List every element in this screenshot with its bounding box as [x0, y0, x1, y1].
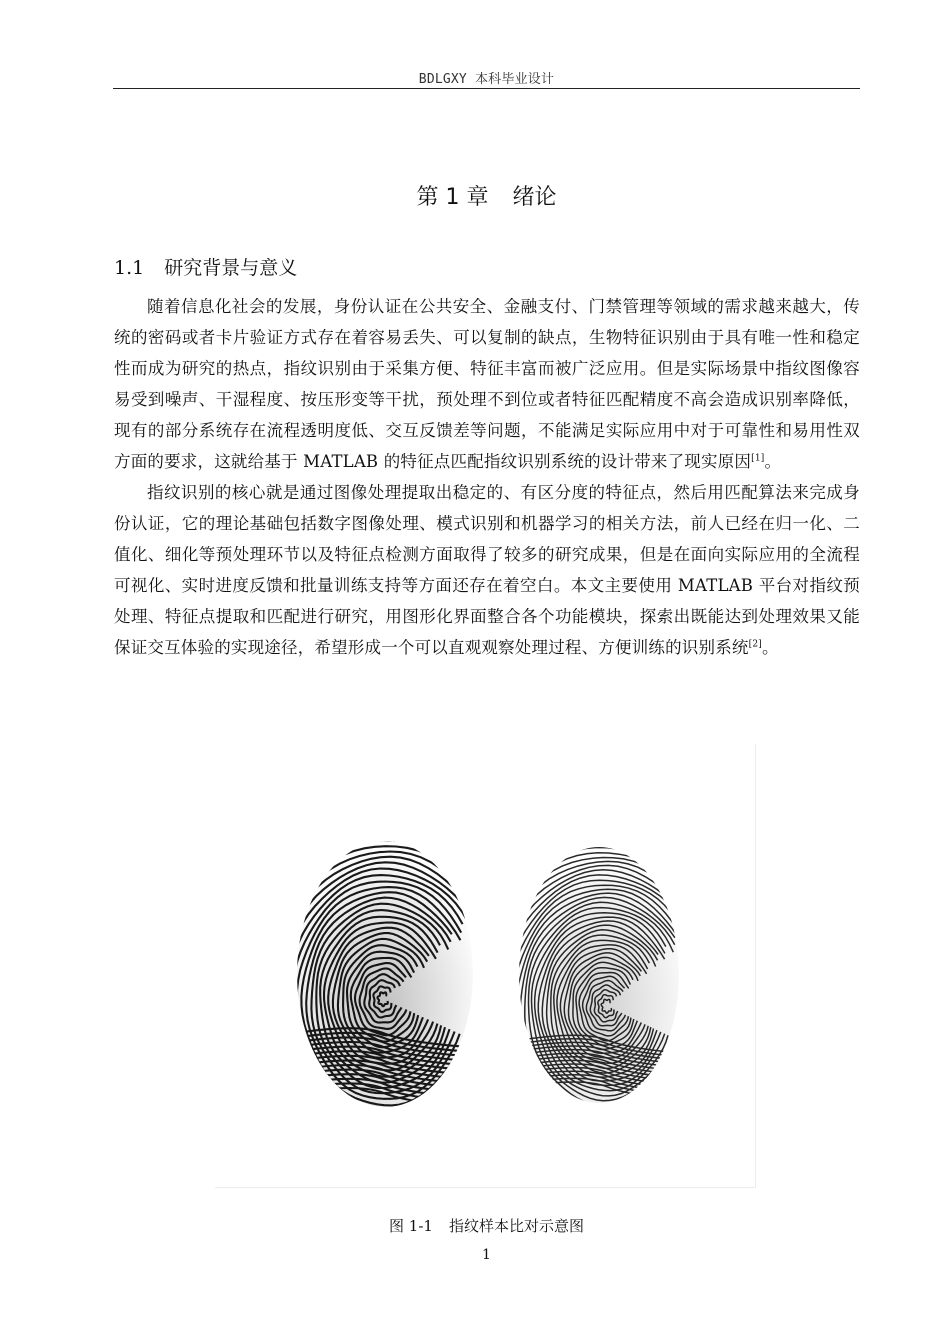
paragraph — [114, 291, 860, 477]
section-name: 研究背景与意义 — [164, 257, 298, 279]
figure-image — [215, 744, 756, 1188]
fingerprint-right-image — [436, 793, 755, 1187]
figure-caption — [113, 1215, 860, 1236]
chapter-title — [113, 180, 860, 211]
figure-caption-text: 指纹样本比对示意图 — [448, 1217, 584, 1235]
page-number: 1 — [482, 1247, 491, 1263]
chapter-name: 绪论 — [512, 185, 557, 210]
fingerprint-figure — [215, 744, 755, 1187]
chapter-number: 第 1 章 — [416, 185, 489, 210]
section-title — [114, 253, 297, 280]
paragraph-text: 指纹识别的核心就是通过图像处理提取出稳定的、有区分度的特征点，然后用匹配算法来完成身份认证，它的理论基础包括数字图像处理、模式识别和机器学习的相关方法，前人已经在归一化、二值化、细化等预处理环节以及特征点检测方面取得了较多的研究成果，但是在面向实际应用的全流程可视化、实时进度反馈和批量训练支持等方面还存在着空白。本文主要使用 MATLAB 平台对指纹预处理、特征点提取和匹配进行研究，用图形化界面整合各个功能模块，探索出既能达到处理效果又能保证交互体验的实现途径，希望形成一个可以直观观察处理过程、方便训练的识别系统 — [114, 483, 860, 657]
body-text — [114, 291, 860, 663]
figure-number: 图 1-1 — [389, 1217, 433, 1235]
running-header: BDLGXY 本科毕业设计 — [418, 72, 555, 87]
citation: [2] — [748, 639, 762, 650]
citation: [1] — [751, 453, 765, 464]
paragraph-end: 。 — [764, 452, 782, 471]
fingerprint-left-image — [215, 763, 561, 1187]
header-rule — [113, 88, 860, 89]
paragraph-end: 。 — [761, 638, 779, 657]
section-number: 1.1 — [114, 257, 145, 279]
paragraph — [114, 477, 860, 663]
paragraph-text: 随着信息化社会的发展，身份认证在公共安全、金融支付、门禁管理等领域的需求越来越大，传统的密码或者卡片验证方式存在着容易丢失、可以复制的缺点，生物特征识别由于具有唯一性和稳定性而成为研究的热点，指纹识别由于采集方便、特征丰富而被广泛应用。但是实际场景中指纹图像容易受到噪声、干湿程度、按压形变等干扰，预处理不到位或者特征匹配精度不高会造成识别率降低，现有的部分系统存在流程透明度低、交互反馈差等问题，不能满足实际应用中对于可靠性和易用性双方面的要求，这就给基于 MATLAB 的特征点匹配指纹识别系统的设计带来了现实原因 — [114, 297, 860, 471]
